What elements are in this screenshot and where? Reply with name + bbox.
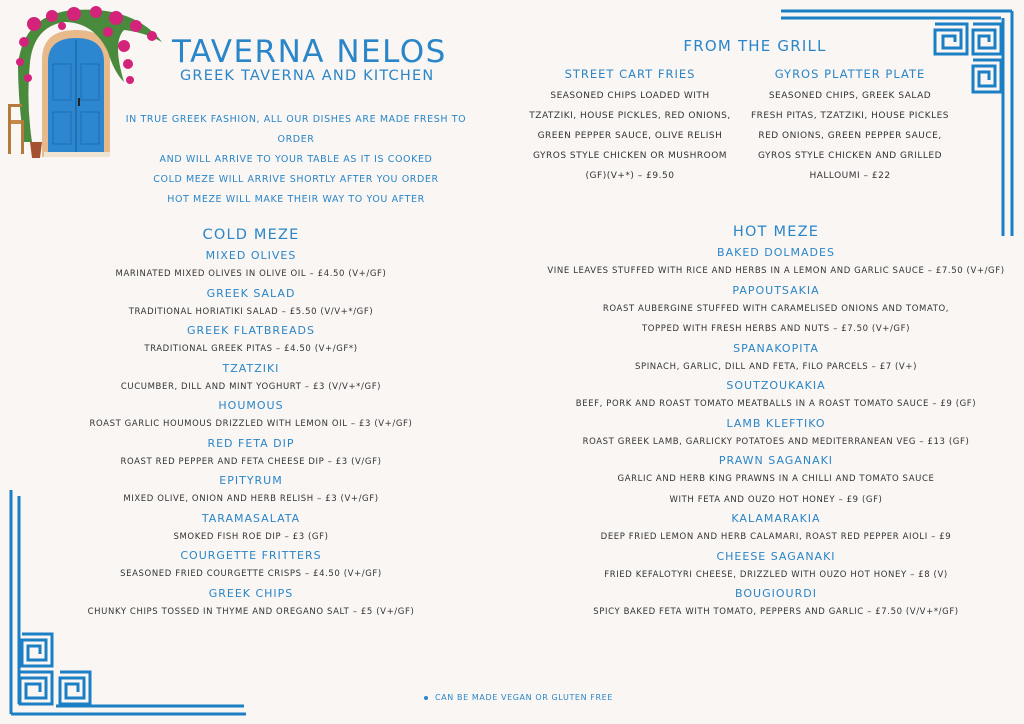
item-desc-line: SEASONED CHIPS LOADED WITH (550, 91, 710, 101)
item-name: GREEK SALAD (206, 286, 296, 300)
intro-line: COLD MEZE WILL ARRIVE SHORTLY AFTER YOU ORDER (153, 174, 439, 185)
intro-text (110, 110, 482, 210)
item-desc: BEEF, PORK AND ROAST TOMATO MEATBALLS IN A ROAST TOMATO SAUCE – £9 (GF) (575, 399, 977, 409)
item-name: PAPOUTSAKIA (732, 283, 820, 297)
menu-item (84, 435, 418, 473)
item-price-line: (GF)(V+*) – £9.50 (585, 171, 675, 181)
item-desc: ROAST AUBERGINE STUFFED WITH CARAMELISED ONIONS AND TOMATO, (602, 303, 950, 314)
item-name: SOUTZOUKAKIA (726, 379, 826, 392)
bullet-icon (424, 696, 428, 700)
item-desc: CHUNKY CHIPS TOSSED IN THYME AND OREGANO SALT – £5 (V+/GF) (87, 606, 415, 617)
item-desc-line: SEASONED CHIPS, GREEK SALAD (768, 91, 932, 101)
item-name: BOUGIOURDI (735, 587, 817, 600)
menu-item (534, 415, 1018, 453)
item-desc-line: TZATZIKI, HOUSE PICKLES, RED ONIONS, (529, 111, 731, 121)
restaurant-name: TAVERNA NELOS (172, 34, 447, 70)
item-desc: MIXED OLIVE, ONION AND HERB RELISH – £3 (V+/GF) (123, 494, 379, 504)
section-title: HOT MEZE (732, 224, 820, 240)
item-name: PRAWN SAGANAKI (718, 454, 834, 467)
item-name: LAMB KLEFTIKO (726, 416, 826, 430)
section-title: COLD MEZE (202, 227, 300, 243)
menu-item (84, 360, 418, 398)
menu-item (84, 397, 418, 435)
menu-item (84, 322, 418, 360)
intro-line: IN TRUE GREEK FASHION, ALL OUR DISHES ARE MADE FRESH TO ORDER (125, 114, 467, 145)
item-desc: FRIED KEFALOTYRI CHEESE, DRIZZLED WITH OUZO HOT HONEY – £8 (V) (604, 569, 948, 580)
item-desc-line: FRESH PITAS, TZATZIKI, HOUSE PICKLES (750, 111, 950, 121)
intro-line: AND WILL ARRIVE TO YOUR TABLE AS IT IS COOKED (159, 154, 433, 165)
item-name: GYROS PLATTER PLATE (774, 67, 926, 81)
item-desc: DEEP FRIED LEMON AND HERB CALAMARI, ROAST RED PEPPER AIOLI – £9 (600, 532, 952, 542)
menu-item (534, 452, 1018, 510)
menu-item (534, 377, 1018, 415)
item-name: BAKED DOLMADES (717, 246, 835, 259)
item-desc: GARLIC AND HERB KING PRAWNS IN A CHILLI AND TOMATO SAUCE (617, 474, 935, 484)
menu-item (534, 510, 1018, 548)
menu-item (534, 244, 1018, 282)
grill-item-street-cart-fries (528, 66, 732, 186)
item-desc: VINE LEAVES STUFFED WITH RICE AND HERBS IN A LEMON AND GARLIC SAUCE – £7.50 (V+/GF) (547, 266, 1005, 276)
item-desc: TRADITIONAL HORIATIKI SALAD – £5.50 (V/V+*/GF) (128, 306, 374, 317)
item-name: GREEK CHIPS (208, 586, 294, 600)
menu-item (534, 585, 1018, 623)
item-desc: ROAST GARLIC HOUMOUS DRIZZLED WITH LEMON OIL – £3 (V+/GF) (89, 419, 413, 429)
item-name: TARAMASALATA (201, 511, 301, 525)
item-name: COURGETTE FRITTERS (180, 549, 322, 562)
item-name: EPITYRUM (219, 474, 283, 487)
greek-key-border-icon (8, 490, 246, 720)
item-name: RED FETA DIP (207, 436, 295, 450)
item-name: STREET CART FRIES (564, 67, 696, 81)
item-desc-line: GYROS STYLE CHICKEN OR MUSHROOM (532, 151, 728, 161)
item-desc-line: GYROS STYLE CHICKEN AND GRILLED (757, 151, 943, 161)
intro-line: HOT MEZE WILL MAKE THEIR WAY TO YOU AFTER (167, 194, 425, 205)
menu-item (534, 548, 1018, 586)
item-name: MIXED OLIVES (205, 249, 297, 262)
item-desc: SPICY BAKED FETA WITH TOMATO, PEPPERS AND GARLIC – £7.50 (V/V+*/GF) (593, 607, 959, 617)
item-name: HOUMOUS (218, 399, 284, 412)
item-name: KALAMARAKIA (731, 512, 821, 525)
menu-item (534, 340, 1018, 378)
menu-item (534, 282, 1018, 340)
item-desc: SMOKED FISH ROE DIP – £3 (GF) (173, 531, 329, 542)
item-desc: TOPPED WITH FRESH HERBS AND NUTS – £7.50 (V+/GF) (641, 324, 911, 334)
item-name: CHEESE SAGANAKI (716, 549, 836, 563)
item-desc: SPINACH, GARLIC, DILL AND FETA, FILO PARCELS – £7 (V+) (634, 361, 917, 372)
grill-section-title: FROM THE GRILL (683, 37, 827, 55)
item-name: GREEK FLATBREADS (187, 324, 315, 337)
greek-key-border-icon (779, 8, 1024, 236)
footnote-text: CAN BE MADE VEGAN OR GLUTEN FREE (435, 693, 613, 702)
hot-meze-section (534, 222, 1018, 623)
dietary-footnote (424, 693, 613, 702)
item-desc: WITH FETA AND OUZO HOT HONEY – £9 (GF) (669, 494, 883, 505)
item-desc: MARINATED MIXED OLIVES IN OLIVE OIL – £4.50 (V+/GF) (115, 269, 387, 279)
item-name: TZATZIKI (222, 361, 280, 375)
item-name: SPANAKOPITA (733, 341, 819, 355)
item-desc: ROAST RED PEPPER AND FETA CHEESE DIP – £3 (V/GF) (120, 456, 382, 467)
item-desc: CUCUMBER, DILL AND MINT YOGHURT – £3 (V/V+*/GF) (120, 381, 382, 392)
item-price-line: HALLOUMI – £22 (809, 171, 891, 181)
menu-item (84, 285, 418, 323)
item-desc-line: RED ONIONS, GREEN PEPPER SAUCE, (758, 131, 942, 141)
item-desc-line: GREEN PEPPER SAUCE, OLIVE RELISH (537, 131, 723, 141)
item-desc: SEASONED FRIED COURGETTE CRISPS – £4.50 (V+/GF) (120, 569, 382, 579)
restaurant-tagline: GREEK TAVERNA AND KITCHEN (180, 68, 435, 84)
item-desc: ROAST GREEK LAMB, GARLICKY POTATOES AND MEDITERRANEAN VEG – £13 (GF) (582, 436, 970, 447)
menu-item (84, 247, 418, 285)
item-desc: TRADITIONAL GREEK PITAS – £4.50 (V+/GF*) (144, 344, 358, 354)
